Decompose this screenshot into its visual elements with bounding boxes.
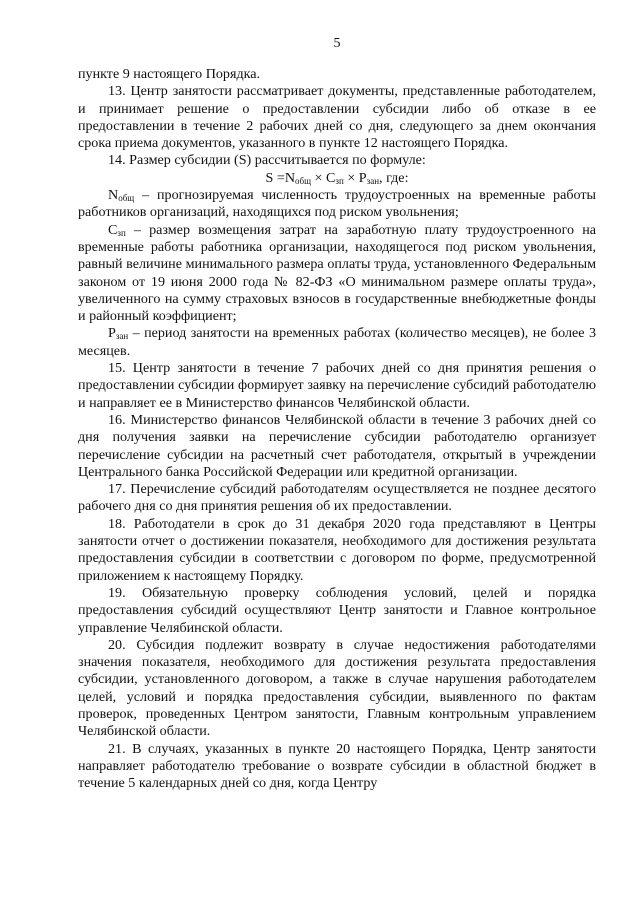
paragraph-continuation: пункте 9 настоящего Порядка. [78,66,261,82]
paragraph-18: 18. Работодатели в срок до 31 декабря 2020 года представляют в Центры занятости отчет о достижении показателя, необходимого для достижения результата предоставления субсидии в соответствии с договором по форме, предусмотренной приложением к настоящему Порядку. [78,515,596,584]
paragraph-13: 13. Центр занятости рассматривает документы, представленные работодателем, и принимает решение о предоставлении субсидии либо об отказе в ее предоставлении в течение 2 рабочих дней со дня, следующего за днем окончания срока приема документов, указанного в пункте 12 настоящего Порядка. [78,83,596,152]
definition-c-salary: $C_{зп}$ – размер возмещения затрат на заработную плату трудоустроенного на временные работы работника организации, находящегося под риском увольнения, равный величине минимального размера оплаты труда, установленного Федеральным законом от 19 июня 2000 года № 82-ФЗ «О минимальном размере оплаты труда», увеличенного на сумму страховых взносов в государственные внебюджетные фонды и районный коэффициент; [78,221,596,325]
paragraph-17: 17. Перечисление субсидий работодателям осуществляется не позднее десятого рабочего дня со дня принятия решения об их предоставлении. [78,481,596,515]
paragraph-14: 14. Размер субсидии (S) рассчитывается по формуле: [108,152,426,169]
paragraph-19: 19. Обязательную проверку соблюдения условий, целей и порядка предоставления субсидий осуществляют Центр занятости и Главное контрольное управление Челябинской области. [78,584,596,636]
paragraph-20: 20. Субсидия подлежит возврату в случае недостижения работодателями значения показателя, необходимого для достижения результата предоставления субсидии, установленного договором, а также в случае нарушения работодателем целей, условий и порядка предоставления субсидии, выявленного по фактам проверок, проведенных Центром занятости, Главным контрольным управлением Челябинской области. [78,636,596,740]
paragraph-15: 15. Центр занятости в течение 7 рабочих дней со дня принятия решения о предоставлении субсидии формирует заявку на перечисление субсидий работодателю и направляет ее в Министерство финансов Челябинской области. [78,360,596,411]
subsidy-formula: $S =N_{общ} \times C_{зп} \times P_{зан}$, где: [265,169,409,186]
paragraph-16: 16. Министерство финансов Челябинской области в течение 3 рабочих дней со дня получения заявки на перечисление субсидии работодателю организует перечисление субсидии на расчетный счет работодателя, открытый в учреждении Центрального банка Российской Федерации или кредитной организации. [78,411,596,480]
page-number: 5 [333,36,341,51]
definition-p-employment: $P_{зан}$ – период занятости на временных работах (количество месяцев), не более 3 месяцев. [78,325,596,359]
definition-n-total: $N_{общ}$ – прогнозируемая численность трудоустроенных на временные работы работников организаций, находящихся под риском увольнения; [78,187,596,221]
paragraph-21: 21. В случаях, указанных в пункте 20 настоящего Порядка, Центр занятости направляет работодателю требование о возврате субсидии в областной бюджет в течение 5 календарных дней со дня, когда Центру [78,740,596,792]
